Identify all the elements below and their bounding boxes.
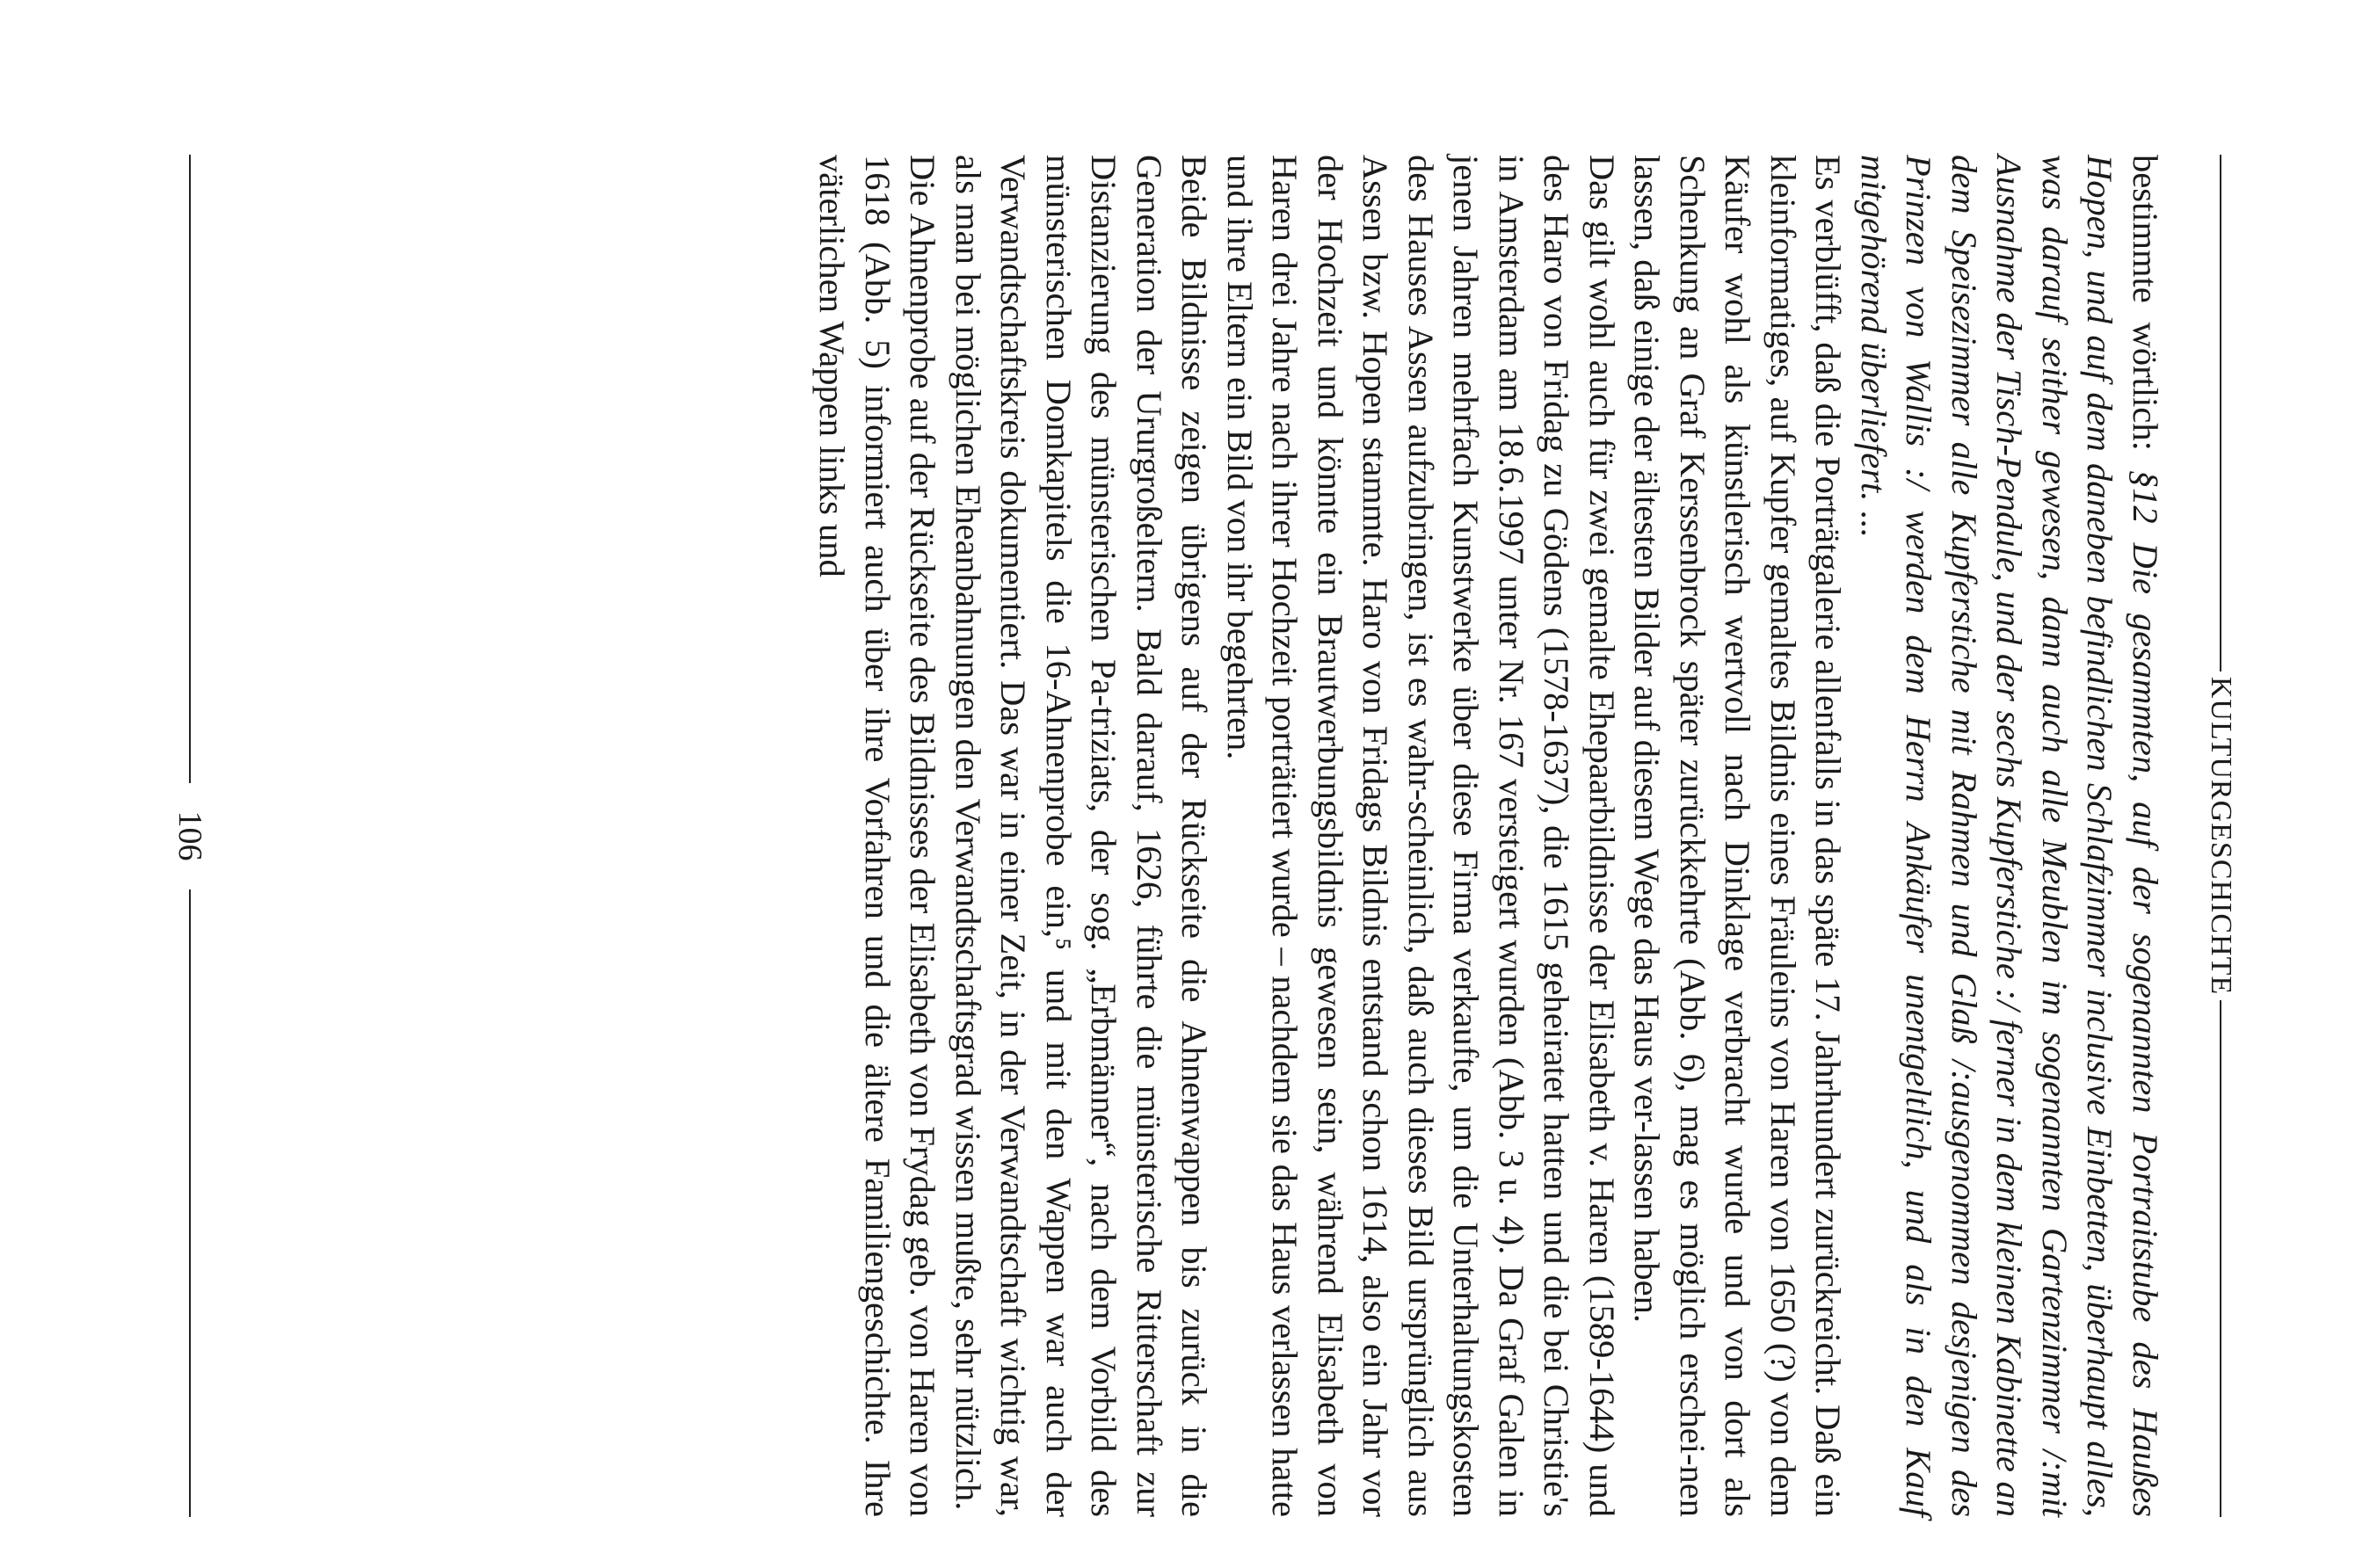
header-rule-right bbox=[2220, 1000, 2221, 1517]
footer-rule-left bbox=[189, 155, 191, 783]
body-text bbox=[810, 155, 2168, 1517]
paragraph-1 bbox=[1851, 155, 2169, 1517]
paragraph-1-quote: §12 Die gesammten, auf der sogenannten Portraitstube des Haußes Hopen, und auf dem daneben befindlichen Schlafzimmer inclusive Einbetten, überhaupt alles, was darauf seither gewesen, dann auch alle Meublen im sogenannten Gartenzimmer /:mit Ausnahme der Tisch-Pendule, und der sechs Kupferstiche :/ ferner in dem kleinen Kabinette an dem Speisezimmer alle Kupferstiche mit Rahmen und Glaß /:ausgenommen desjenigen des Prinzen von Wallis :/ werden dem Herrn Ankäufer unentgeltlich, und als in den Kauf mitgehörend überliefert. bbox=[1854, 155, 2165, 1517]
header-rule-left bbox=[2220, 155, 2221, 671]
paragraph-1-tail: ... bbox=[1854, 501, 1894, 537]
page-footer bbox=[164, 155, 216, 1517]
paragraph-3: Das gilt wohl auch für zwei gemalte Ehepaarbildnisse der Elisabeth v. Haren (1589-1644) und des Haro von Fridag zu Gödens (1578-1637), die 1615 geheiratet hatten und die bei Christie's in Amsterdam am 18.6.1997 unter Nr. 167 versteigert wurden (Abb. 3 u. 4). Da Graf Galen in jenen Jahren mehrfach Kunstwerke über diese Firma verkaufte, um die Unterhaltungskosten des Hauses Assen aufzubringen, ist es wahr-scheinlich, daß auch dieses Bild ursprünglich aus Assen bzw. Hopen stammte. Haro von Fridags Bildnis entstand schon 1614, also ein Jahr vor der Hochzeit und könnte ein Brautwerbungsbildnis gewesen sein, während Elisabeth von Haren drei Jahre nach ihrer Hochzeit porträtiert wurde – nachdem sie das Haus verlassen hatte und ihre Eltern ein Bild von ihr begehrten. bbox=[1220, 155, 1622, 1517]
paragraph-4: Beide Bildnisse zeigen übrigens auf der Rückseite die Ahnenwappen bis zurück in die Generation der Ururgroßeltern. Bald darauf, 1626, führte die münsterische Ritterschaft zur Distanzierung des münsterischen Pa-triziats, der sog. „Erbmänner“, nach dem Vorbild des münsterischen Domkapitels die 16-Ahnenprobe ein,⁵ und mit den Wappen war auch der Verwandtschaftskreis dokumentiert. Das war in einer Zeit, in der Verwandtschaft wichtig war, als man bei möglichen Eheanbahnungen den Verwandtschaftsgrad wissen mußte, sehr nützlich. bbox=[949, 155, 1215, 1517]
footer-rule-right bbox=[189, 889, 191, 1518]
running-header bbox=[2194, 155, 2247, 1517]
page-number: 106 bbox=[171, 810, 208, 861]
section-title: KULTURGESCHICHTE bbox=[2205, 676, 2237, 996]
paragraph-1-lead: bestimmte wörtlich: bbox=[2126, 155, 2165, 470]
paragraph-5: Die Ahnenprobe auf der Rückseite des Bildnisses der Elisabeth von Frydag geb. von Haren von 1618 (Abb. 5) informiert auch über ihre Vorfahren und die ältere Familiengeschichte. Ihre väterlichen Wappen links und bbox=[812, 155, 943, 1517]
paragraph-2: Es verblüfft, daß die Porträtgalerie allenfalls in das späte 17. Jahrhundert zurückreicht. Daß ein kleinformatiges, auf Kupfer gemaltes Bildnis eines Fräuleins von Haren von 1650 (?) von dem Käufer wohl als künstlerisch wertvoll nach Dinklage verbracht wurde und von dort als Schenkung an Graf Kerssenbrock später zurückkehrte (Abb. 6), mag es möglich erschei-nen lassen, daß einige der ältesten Bilder auf diesem Wege das Haus ver-lassen haben. bbox=[1627, 155, 1849, 1517]
